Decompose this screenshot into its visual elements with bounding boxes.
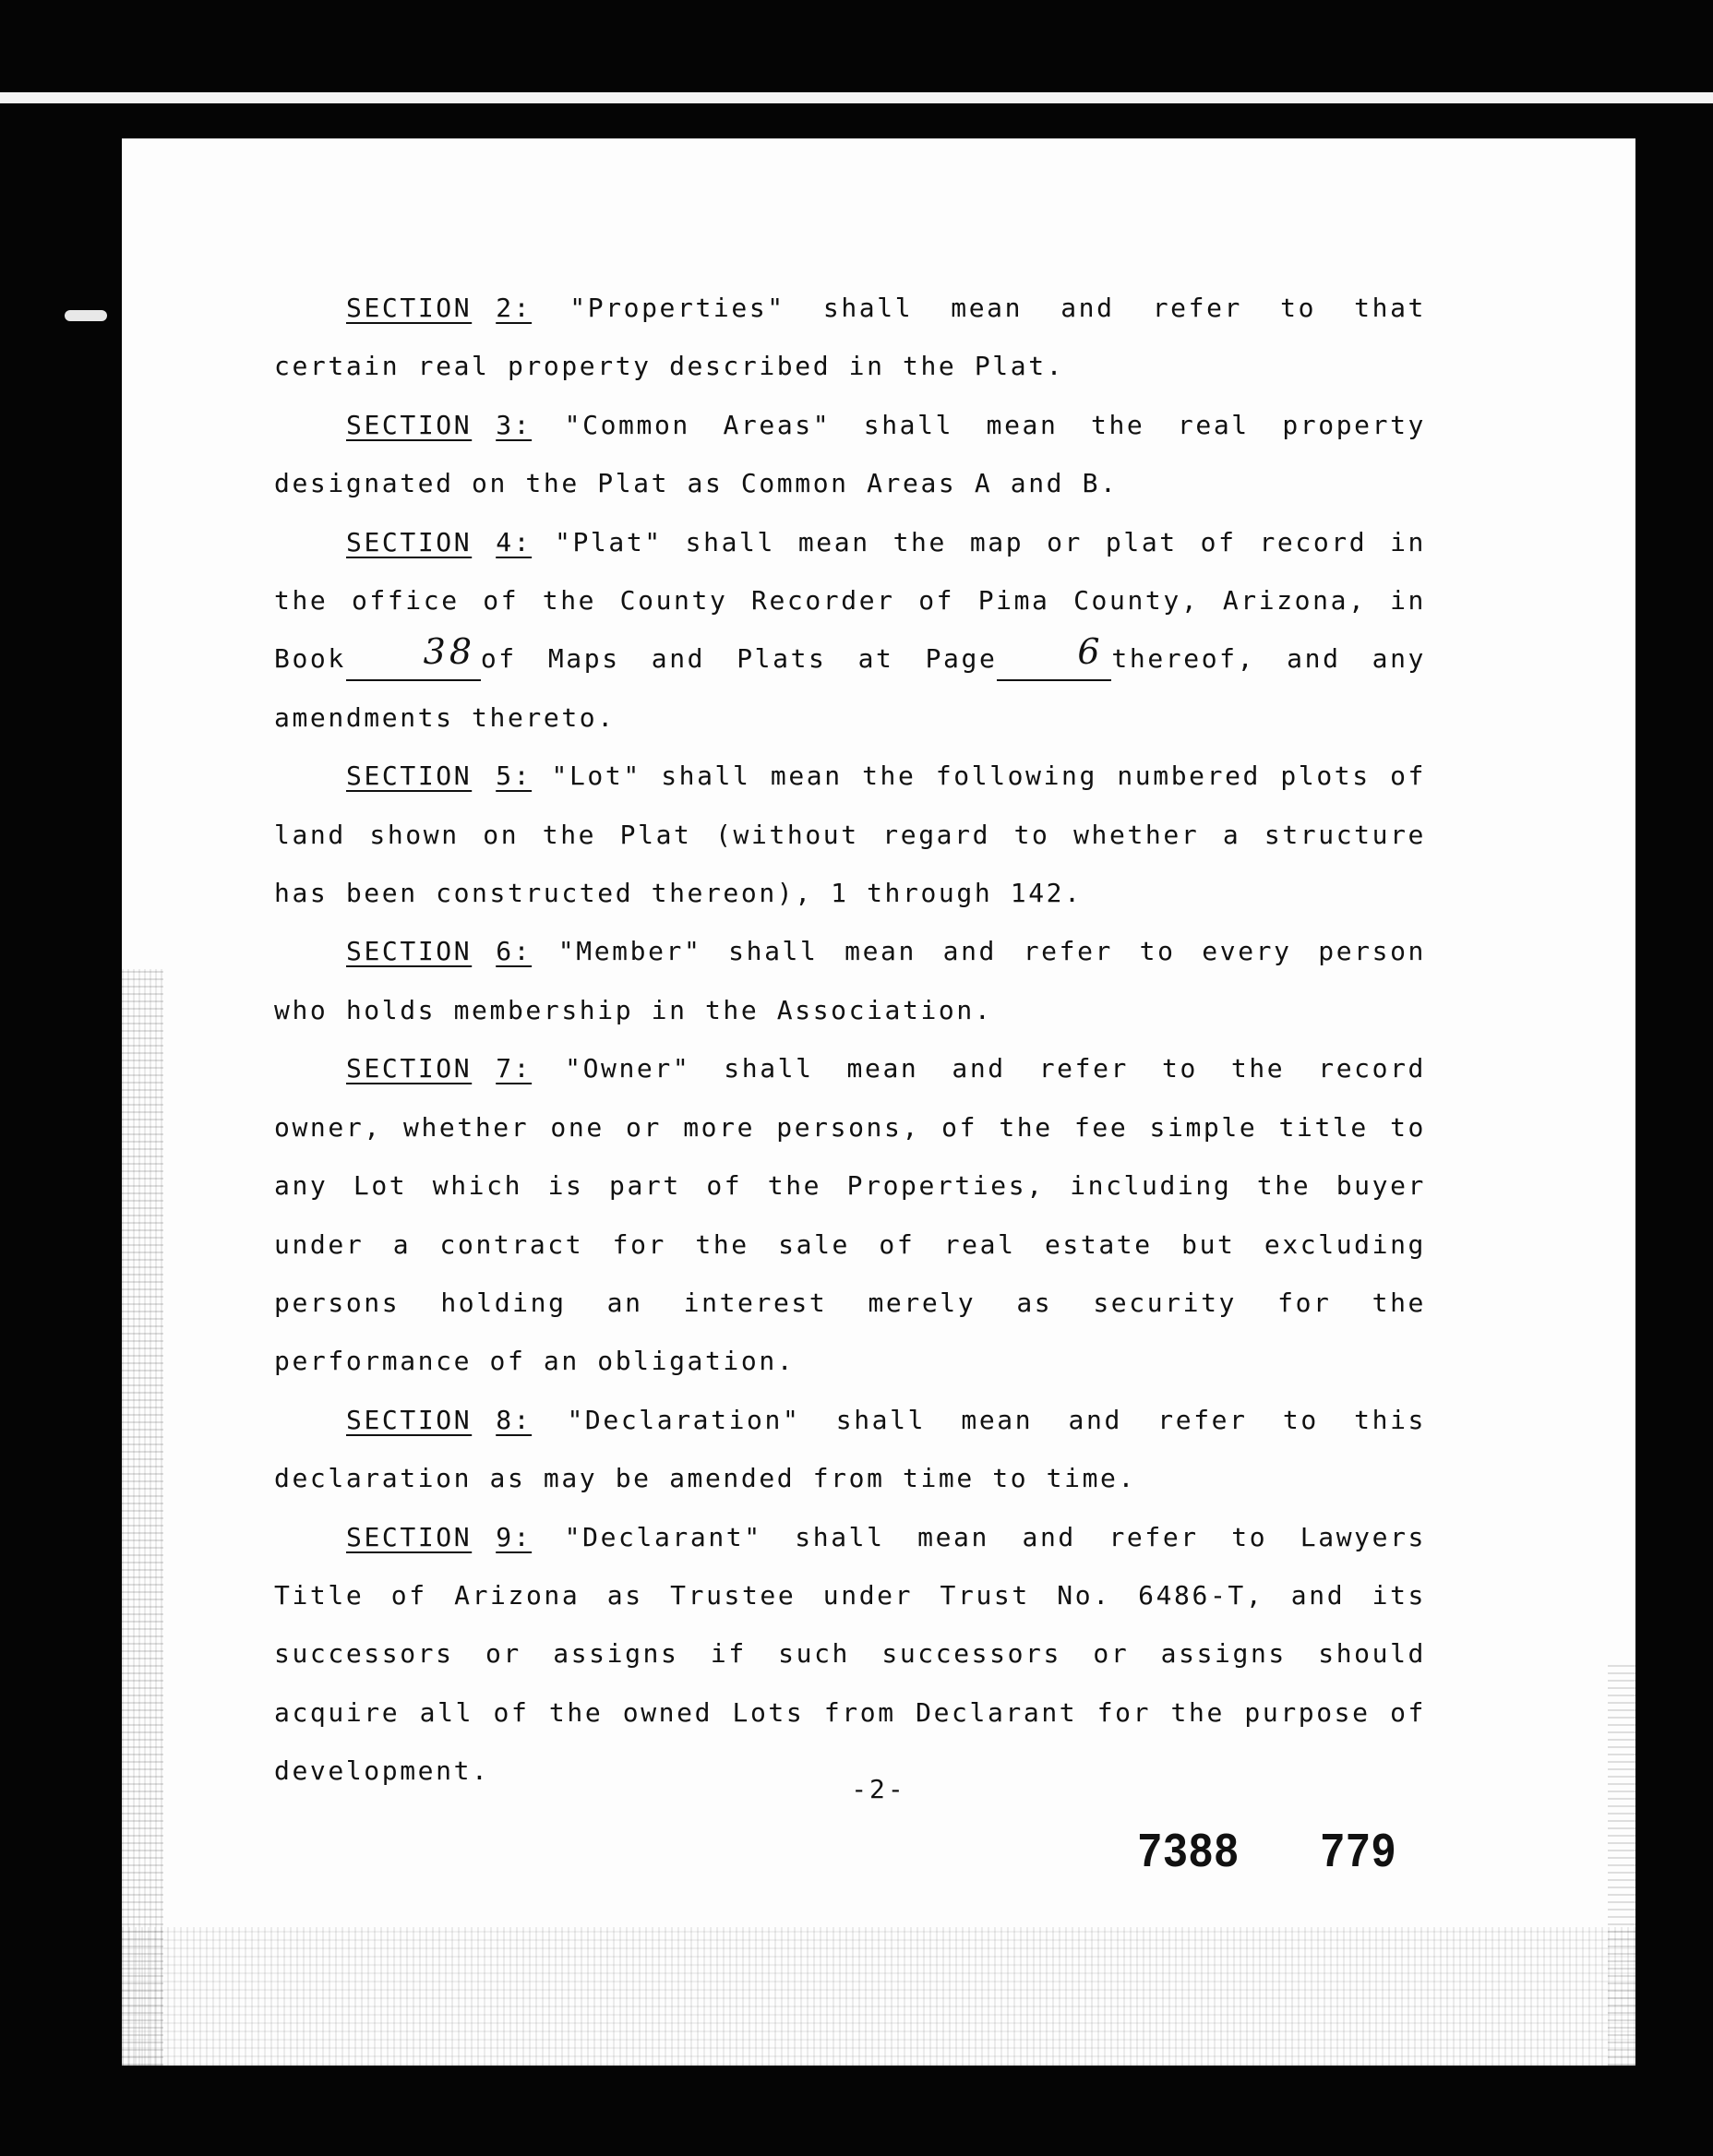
section-9 (274, 1508, 1426, 1801)
section-heading: SECTION (346, 526, 473, 557)
section-6 (274, 922, 1426, 1039)
section-5 (274, 747, 1426, 922)
section-text: "Plat" shall mean the map or plat of record in the office of the County Recorder of Pima County, Arizona, in Book (274, 526, 1426, 675)
scan-noise-bottom (122, 1927, 1635, 2066)
scan-smudge (65, 310, 107, 321)
section-number: 4: (496, 526, 533, 557)
section-number: 2: (496, 293, 533, 323)
page-blank (997, 631, 1111, 681)
section-8 (274, 1391, 1426, 1508)
section-text: "Common Areas" shall mean the real property designated on the Plat as Common Areas A and B. (274, 409, 1426, 499)
section-heading: SECTION (346, 1521, 473, 1552)
section-text-after: thereof, and any amendments thereto. (274, 643, 1426, 733)
section-number: 7: (496, 1053, 533, 1084)
section-heading: SECTION (346, 936, 473, 967)
scan-noise-left (122, 969, 163, 2066)
section-text: "Properties" shall mean and refer to that certain real property described in the Plat. (274, 293, 1426, 382)
section-number: 3: (496, 409, 533, 440)
recording-stamp-book: 7388 (1137, 1826, 1240, 1881)
handwritten-page-number: 6 (1077, 631, 1104, 673)
document-page (122, 138, 1635, 2066)
scan-top-rule (0, 92, 1713, 103)
section-heading: SECTION (346, 1404, 473, 1435)
book-blank (346, 631, 481, 681)
section-2 (274, 279, 1426, 396)
section-text: "Declarant" shall mean and refer to Lawyers Title of Arizona as Trustee under Trust No. 6486-T, and its successors or assigns if such successors or assigns should acquire all of the owned Lots from Declarant for the purpose of development. (274, 1521, 1426, 1787)
section-number: 9: (496, 1521, 533, 1552)
section-number: 8: (496, 1404, 533, 1435)
scan-noise-right (1608, 1661, 1635, 2066)
section-text: "Declaration" shall mean and refer to this declaration as may be amended from time to time. (274, 1404, 1426, 1494)
section-7 (274, 1039, 1426, 1390)
page-number: -2- (851, 1774, 906, 1804)
section-text: "Owner" shall mean and refer to the record owner, whether one or more persons, of the fee simple title to any Lot which is part of the Properties, including the buyer under a contract for the sale of real estate but excluding persons holding an interest merely as security for the performance of an obligation. (274, 1053, 1426, 1377)
section-text: "Lot" shall mean the following numbered plots of land shown on the Plat (without regard to whether a structure has been constructed thereon), 1 through 142. (274, 761, 1426, 909)
section-4 (274, 513, 1426, 748)
document-body (274, 279, 1426, 1801)
section-heading: SECTION (346, 409, 473, 440)
section-heading: SECTION (346, 293, 473, 323)
section-number: 5: (496, 761, 533, 792)
section-text: "Member" shall mean and refer to every person who holds membership in the Association. (274, 936, 1426, 1025)
section-3 (274, 396, 1426, 513)
section-number: 6: (496, 936, 533, 967)
recording-stamp-page: 779 (1320, 1826, 1396, 1881)
section-text-middle: of Maps and Plats at Page (480, 643, 998, 675)
section-heading: SECTION (346, 1053, 473, 1084)
handwritten-book-number: 38 (423, 631, 476, 673)
section-heading: SECTION (346, 761, 473, 792)
